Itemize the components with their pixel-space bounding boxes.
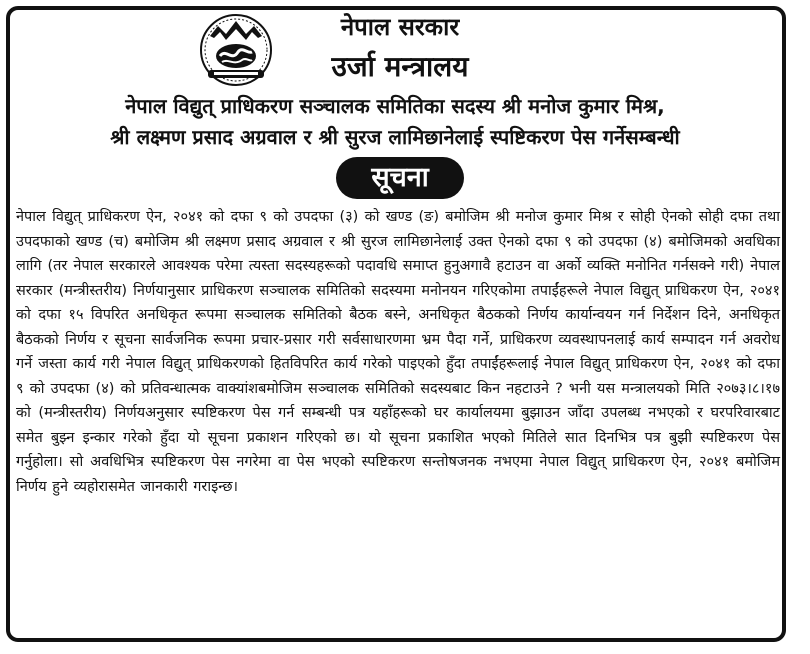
notice-badge: सूचना (336, 157, 464, 199)
subject-line-2: श्री लक्ष्मण प्रसाद अग्रवाल र श्री सुरज लामिछानेलाई स्पष्टिकरण पेस गर्नेसम्बन्धी (110, 125, 680, 149)
nepal-government-emblem-icon (198, 12, 274, 88)
subject-line-1: नेपाल विद्युत् प्राधिकरण सञ्चालक समितिका सदस्य श्री मनोज कुमार मिश्र, (125, 94, 665, 118)
government-name: नेपाल सरकार (340, 13, 460, 41)
notice-body-text: नेपाल विद्युत् प्राधिकरण ऐन, २०४१ को दफा ९ को उपदफा (३) को खण्ड (ङ) बमोजिम श्री मनोज कुमार मिश्र र सोही ऐनको सोही दफा तथा उपदफाको खण्ड (च) बमोजिम श्री लक्ष्मण प्रसाद अग्रवाल र श्री सुरज लामिछानेलाई उक्त ऐनको दफा ९ को उपदफा (४) बमोजिमको अवधिका लागि (तर नेपाल सरकारले आवश्यक परेमा त्यस्ता सदस्यहरूको पदावधि समाप्त हुनुअगावै हटाउन वा अर्को व्यक्ति मनोनित गर्नसक्ने गरी) नेपाल सरकार (मन्त्रीस्तरीय) निर्णयानुसार प्राधिकरण सञ्चालक समितिको सदस्यमा मनोनयन गरिएकोमा तपाईंहरूले नेपाल विद्युत् प्राधिकरण ऐन, २०४१ को दफा १५ विपरित अनधिकृत रूपमा सञ्चालक समितिको बैठक बस्ने, अनधिकृत बैठकको निर्णय कार्यान्वयन गर्न निर्देशन दिने, अनधिकृत बैठकको निर्णय र सूचना सार्वजनिक रूपमा प्रचार-प्रसार गरी सर्वसाधारणमा भ्रम पैदा गर्ने, प्राधिकरण व्यवस्थापनलाई कार्य सम्पादन गर्न अवरोध गर्ने जस्ता कार्य गरी नेपाल विद्युत् प्राधिकरणको हितविपरित कार्य गरेको पाइएको हुँदा तपाईंहरूलाई नेपाल विद्युत् प्राधिकरण ऐन, २०४१ को दफा ९ को उपदफा (४) को प्रतिवन्धात्मक वाक्यांशबमोजिम सञ्चालक समितिको सदस्यबाट किन नहटाउने ? भनी यस मन्त्रालयको मिति २०७३।८।१७ को (मन्त्रीस्तरीय) निर्णयअनुसार स्पष्टिकरण पेस गर्न सम्बन्धी पत्र यहाँहरूको घर कार्यालयमा बुझाउन जाँदा उपलब्ध नभएको र घरपरिवारबाट समेत बुझ्न इन्कार गरेको हुँदा यो सूचना प्रकाशन गरिएको छ। यो सूचना प्रकाशित भएको मितिले सात दिनभित्र पत्र बुझी स्पष्टिकरण पेस गर्नुहोला। सो अवधिभित्र स्पष्टिकरण पेस नगरेमा वा पेस भएको स्पष्टिकरण सन्तोषजनक नभएमा नेपाल विद्युत् प्राधिकरण ऐन, २०४१ बमोजिम निर्णय हुने व्यहोरासमेत जानकारी गराइन्छ। (16, 209, 780, 495)
ministry-name: उर्जा मन्त्रालय (331, 50, 469, 83)
